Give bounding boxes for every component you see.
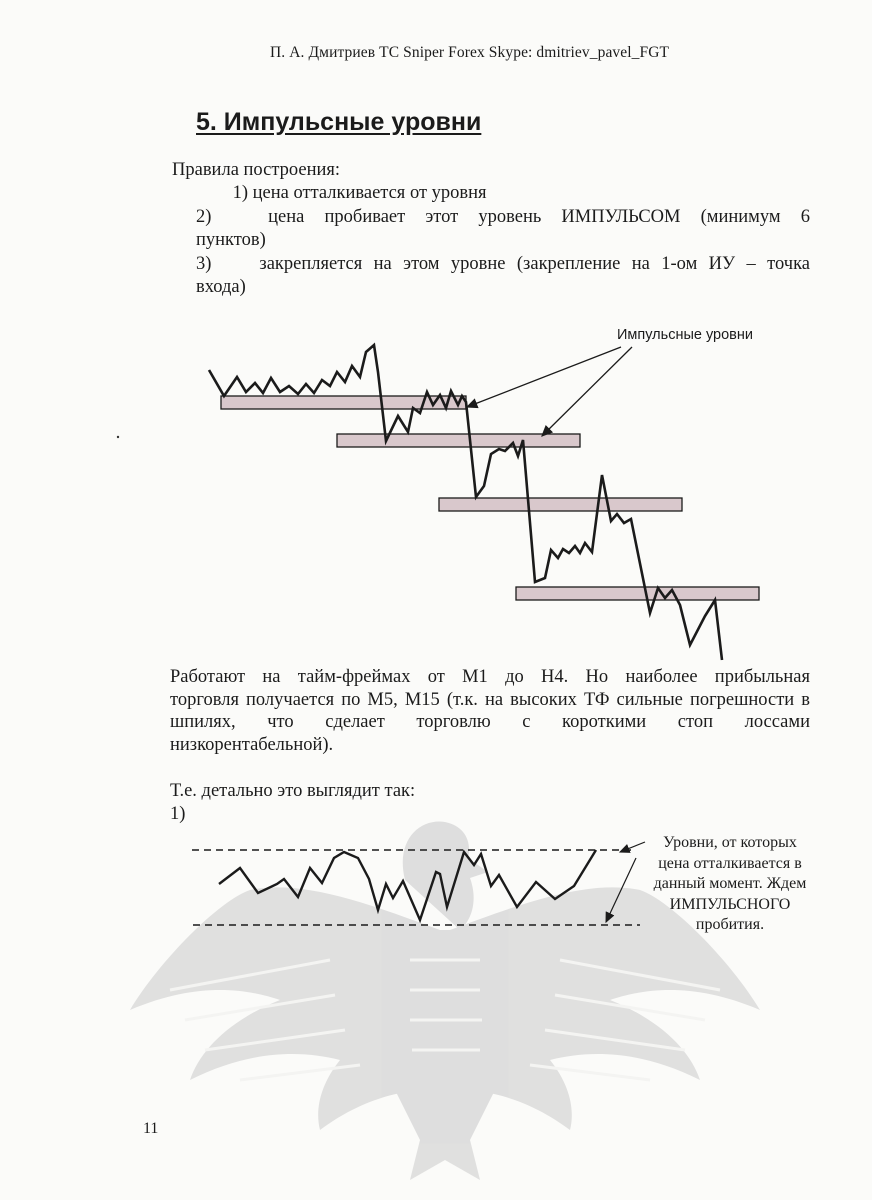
timeframes-paragraph [170, 666, 810, 756]
levels-note [640, 833, 820, 936]
rule-text-line1: закрепляется на этом уровне (закрепление на 1-ом ИУ – точка [259, 254, 810, 274]
note-line: пробития. [695, 916, 765, 933]
rule-text-line2: пунктов) [196, 229, 266, 250]
rules-heading: Правила построения: [172, 160, 341, 180]
section-title: 5. Импульсные уровни [196, 108, 482, 136]
paragraph-line: торговля получается по М5, М15 (т.к. на высоких ТФ сильные погрешности в [170, 689, 810, 710]
impulse-level-bar [516, 587, 759, 600]
running-header: П. А. Дмитриев ТС Sniper Forex Skype: dmitriev_pavel_FGT [270, 44, 670, 61]
pointer-arrow [467, 347, 621, 407]
scan-speck [117, 436, 119, 438]
note-line: данный момент. Ждем [653, 875, 807, 892]
step-number: 1) [170, 804, 186, 824]
rule-number: 2) [196, 207, 212, 227]
note-line: Уровни, от которых [663, 834, 797, 851]
rule-number: 1) [232, 183, 248, 203]
rule-text-line1: цена пробивает этот уровень ИМПУЛЬСОМ (минимум 6 [268, 207, 810, 227]
rule-text-line2: входа) [196, 276, 246, 297]
note-line: ИМПУЛЬСНОГО [669, 895, 791, 913]
rule-text: цена отталкивается от уровня [252, 183, 487, 203]
impulse-levels-label: Импульсные уровни [617, 327, 753, 343]
note-line: цена отталкивается в [658, 854, 802, 872]
rule-number: 3) [196, 254, 212, 274]
paragraph-line: низкорентабельной). [170, 734, 334, 755]
impulse-level-bar [337, 434, 580, 447]
paragraph-line: шпилях, что сделает торговлю с короткими стоп лоссами [170, 712, 810, 732]
page-number: 11 [143, 1120, 159, 1137]
detail-intro: Т.е. детально это выглядит так: [170, 781, 416, 801]
paragraph-line: Работают на тайм-фреймах от М1 до Н4. Но наиболее прибыльная [170, 667, 810, 687]
impulse-levels-diagram [209, 345, 759, 660]
